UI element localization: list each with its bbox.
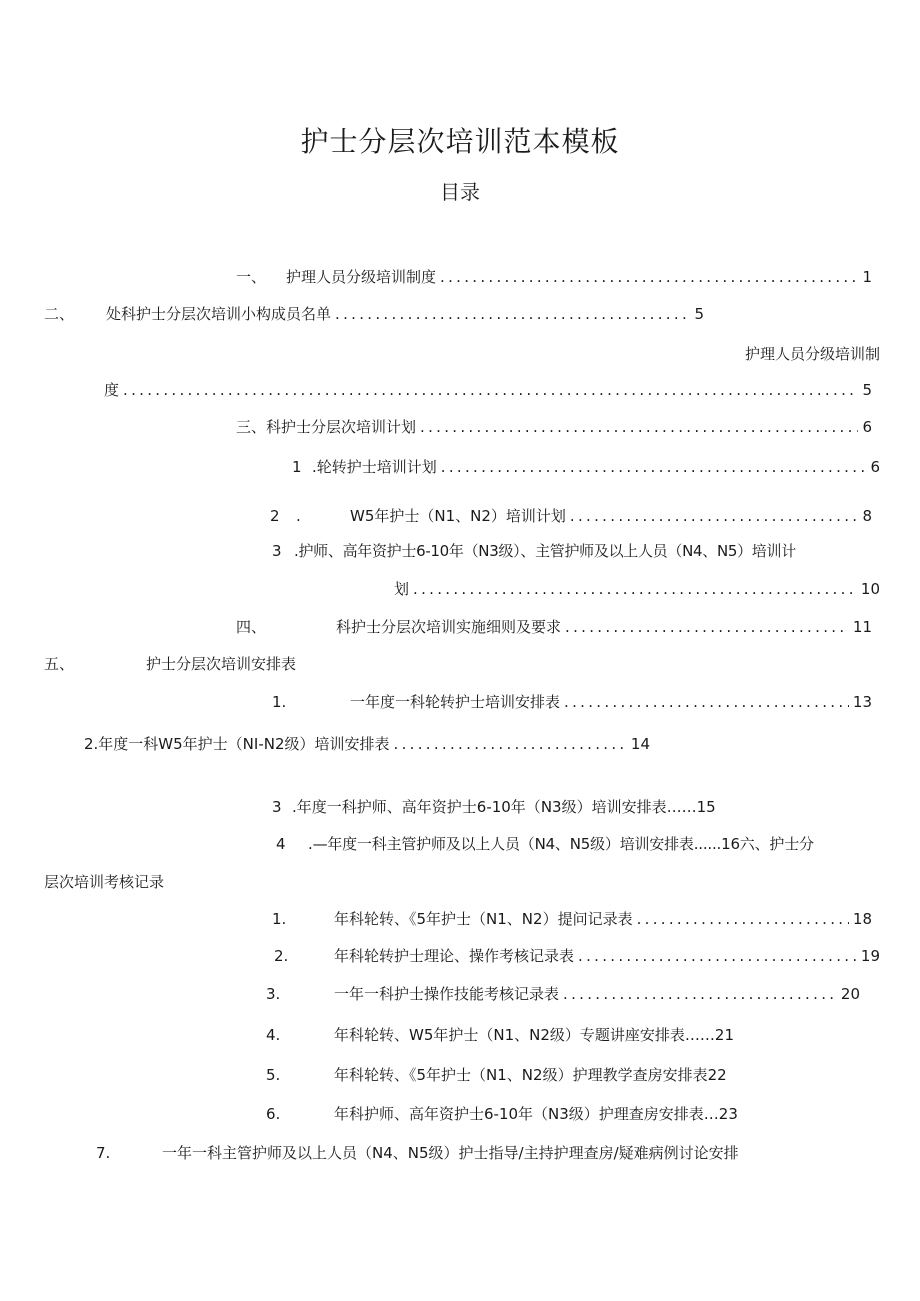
toc-leader-dots — [123, 378, 858, 402]
toc-leader-dots — [570, 504, 859, 528]
toc-entry-6[interactable]: 层次培训考核记录 — [44, 873, 165, 891]
toc-leader-dots — [563, 982, 837, 1006]
toc-entry-6-4-text: 年科轮转、W5年护士（N1、N2级）专题讲座安排表……21 — [334, 1026, 734, 1044]
toc-entry-1[interactable] — [236, 265, 872, 289]
toc-entry-6-5-text: 年科轮转、《5年护士（N1、N2级）护理教学查房安排表22 — [334, 1066, 727, 1084]
toc-entry-6-2-text: 年科轮转护士理论、操作考核记录表 — [334, 947, 575, 965]
toc-entry-2c-text: 度 — [104, 381, 120, 399]
toc-entry-3-1-text: .轮转护士培训计划 — [312, 458, 437, 476]
toc-entry-3-3-text: .护师、高年资护士6-10年（N3级）、主管护师及以上人员（N4、N5）培训计 — [294, 542, 796, 560]
toc-entry-3-2-page: 8 — [862, 507, 872, 525]
toc-entry-5-3[interactable] — [272, 795, 872, 819]
toc-entry-2b[interactable]: 护理人员分级培训制 — [744, 345, 880, 363]
toc-leader-dots — [564, 690, 849, 714]
toc-entry-5-2-text: 2.年度一科W5年护士（NI-N2级）培训安排表 — [84, 735, 390, 753]
toc-entry-6-6[interactable] — [266, 1102, 826, 1126]
toc-entry-3-1-page: 6 — [870, 458, 880, 476]
toc-entry-1-page: 1 — [862, 268, 872, 286]
toc-entry-3-3b-text: 划 — [394, 580, 410, 598]
toc-entry-5-1-number: 1. — [272, 693, 287, 711]
toc-leader-dots — [335, 302, 690, 326]
toc-entry-5-4-number: 4 — [276, 835, 286, 853]
toc-entry-5-1-text: 一年度一科轮转护士培训安排表 — [350, 693, 561, 711]
toc-entry-5-number: 五、 — [44, 655, 75, 673]
toc-entry-6-3[interactable] — [266, 982, 860, 1006]
toc-entry-6-4-number: 4. — [266, 1026, 281, 1044]
toc-entry-2-page: 5 — [694, 305, 704, 323]
toc-leader-dots — [565, 615, 849, 639]
toc-entry-1-text: 护理人员分级培训制度 — [286, 268, 437, 286]
toc-entry-3-2[interactable] — [270, 504, 872, 528]
toc-leader-dots — [637, 907, 849, 931]
toc-entry-2c-page: 5 — [862, 381, 872, 399]
toc-heading: 目录 — [440, 180, 480, 204]
toc-entry-6-2[interactable] — [274, 944, 880, 968]
toc-entry-3-3[interactable] — [272, 539, 884, 563]
toc-entry-2-text: 处科护士分层次培训小构成员名单 — [106, 305, 332, 323]
toc-entry-3-2-number: 2 — [270, 507, 280, 525]
toc-entry-6-7-text: 一年一科主管护师及以上人员（N4、N5级）护士指导/主持护理查房/疑难病例讨论安排 — [162, 1144, 739, 1162]
toc-entry-3-2-dot: . — [296, 507, 301, 525]
toc-entry-6-6-number: 6. — [266, 1105, 281, 1123]
toc-entry-6-1-number: 1. — [272, 910, 287, 928]
toc-entry-5-3-number: 3 — [272, 798, 282, 816]
toc-entry-5-2-page: 14 — [630, 735, 650, 753]
toc-entry-3-page: 6 — [862, 418, 872, 436]
toc-entry-5-4[interactable] — [276, 832, 886, 856]
toc-leader-dots — [578, 944, 857, 968]
toc-entry-3[interactable] — [236, 415, 872, 439]
toc-entry-5-text: 护士分层次培训安排表 — [146, 655, 297, 673]
toc-entry-5-2[interactable] — [84, 732, 650, 756]
toc-entry-6-1[interactable] — [272, 907, 872, 931]
toc-entry-2c[interactable] — [104, 378, 872, 402]
toc-entry-6-7[interactable] — [96, 1141, 836, 1165]
toc-entry-4-page: 11 — [852, 618, 872, 636]
toc-entry-6-1-page: 18 — [852, 910, 872, 928]
toc-entry-3-3b[interactable] — [394, 577, 880, 601]
toc-entry-6-1-text: 年科轮转、《5年护士（N1、N2）提问记录表 — [334, 910, 633, 928]
toc-entry-2-number: 二、 — [44, 305, 75, 323]
toc-entry-5-1[interactable] — [272, 690, 872, 714]
toc-entry-3-3b-page: 10 — [860, 580, 880, 598]
toc-entry-6-7-number: 7. — [96, 1144, 111, 1162]
toc-leader-dots — [413, 577, 857, 601]
toc-entry-3-1-number: 1 — [292, 458, 302, 476]
toc-entry-5[interactable] — [44, 652, 444, 676]
toc-entry-1-number: 一、 — [236, 268, 267, 286]
toc-entry-2[interactable] — [44, 302, 704, 326]
document-title: 护士分层次培训范本模板 — [300, 125, 620, 158]
toc-entry-6-5-number: 5. — [266, 1066, 281, 1084]
toc-entry-3-3-number: 3 — [272, 542, 282, 560]
toc-entry-6-2-page: 19 — [860, 947, 880, 965]
toc-entry-6-2-number: 2. — [274, 947, 289, 965]
toc-entry-5-3-text: .年度一科护师、高年资护士6-10年（N3级）培训安排表……15 — [292, 798, 716, 816]
toc-entry-4-text: 科护士分层次培训实施细则及要求 — [336, 618, 562, 636]
toc-entry-5-1-page: 13 — [852, 693, 872, 711]
toc-entry-6-5[interactable] — [266, 1063, 826, 1087]
toc-entry-4[interactable] — [236, 615, 872, 639]
toc-entry-3-2-text: W5年护士（N1、N2）培训计划 — [350, 507, 566, 525]
toc-leader-dots — [440, 265, 858, 289]
toc-leader-dots — [394, 732, 627, 756]
toc-entry-5-4-text: .—年度一科主管护师及以上人员（N4、N5级）培训安排表......16六、护士分 — [308, 835, 814, 853]
toc-entry-6-3-number: 3. — [266, 985, 281, 1003]
toc-entry-6-6-text: 年科护师、高年资护士6-10年（N3级）护理查房安排表…23 — [334, 1105, 738, 1123]
toc-entry-3-text: 三、科护士分层次培训计划 — [236, 418, 417, 436]
toc-entry-3-1[interactable] — [292, 455, 880, 479]
toc-leader-dots — [441, 455, 867, 479]
toc-entry-6-3-text: 一年一科护士操作技能考核记录表 — [334, 985, 560, 1003]
toc-entry-6-4[interactable] — [266, 1023, 826, 1047]
toc-entry-6-3-page: 20 — [840, 985, 860, 1003]
toc-leader-dots — [420, 415, 858, 439]
toc-entry-4-number: 四、 — [236, 618, 267, 636]
